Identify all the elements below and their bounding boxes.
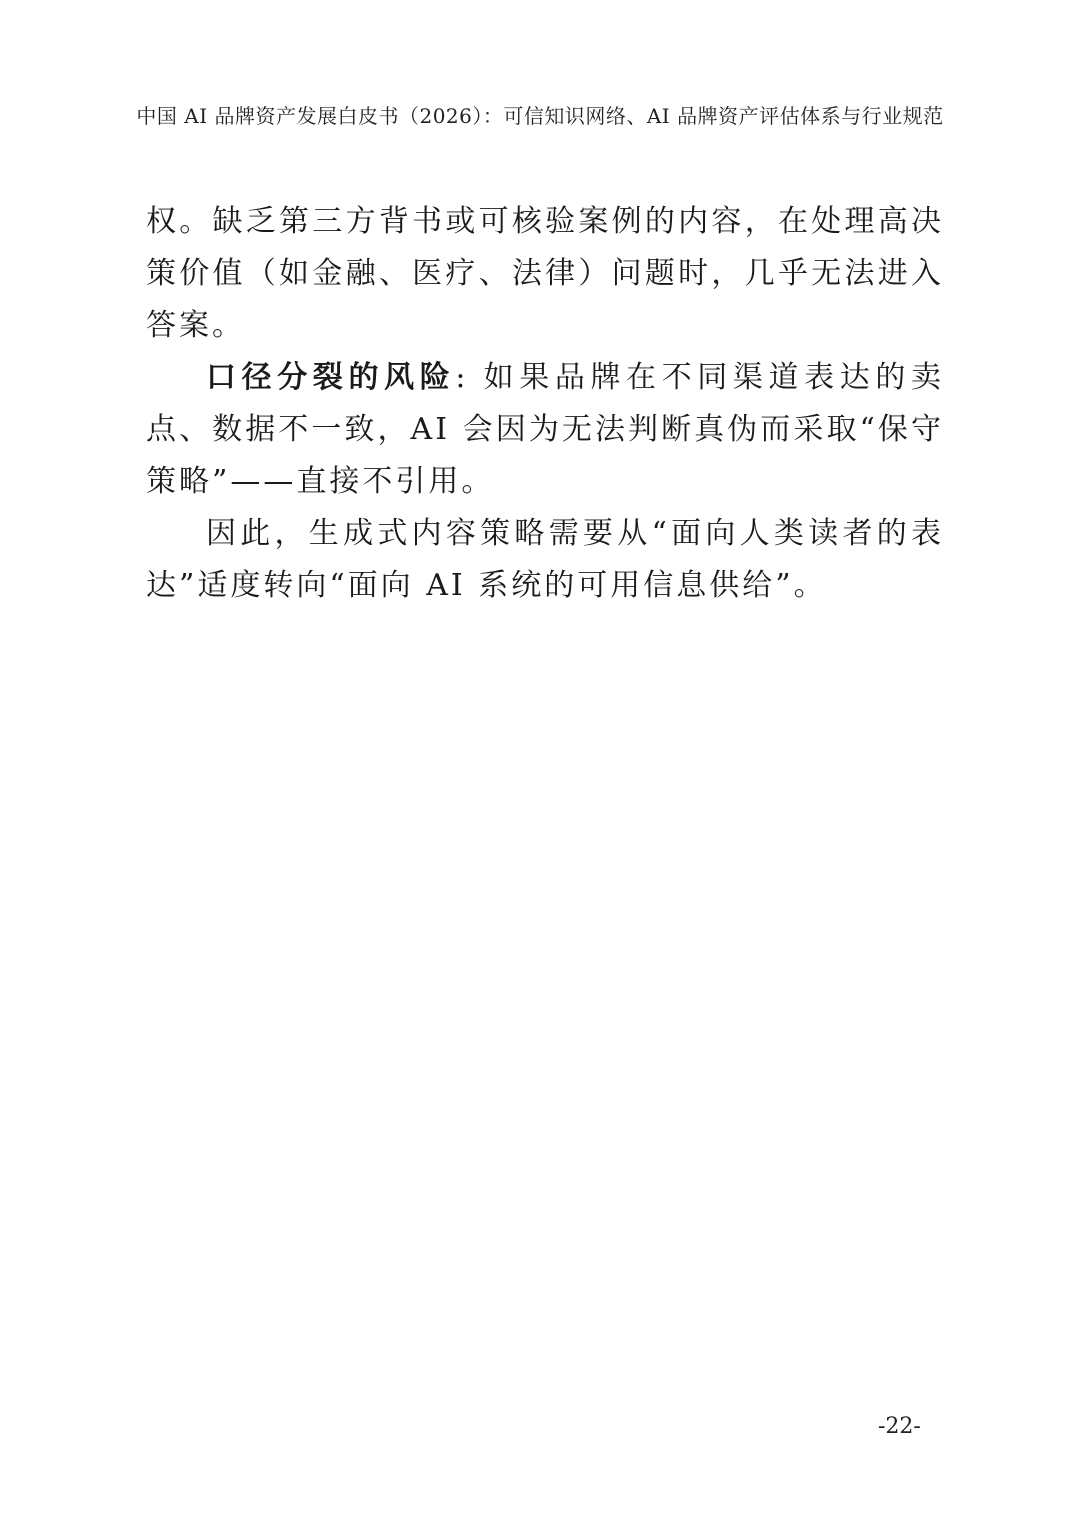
paragraph-lead-heading: 口径分裂的风险 xyxy=(206,360,456,395)
paragraph-continuation: 权。缺乏第三方背书或可核验案例的内容，在处理高决策价值（如金融、医疗、法律）问题时，几乎无法进入答案。 xyxy=(146,204,944,343)
paragraph-body: : 如果品牌在不同渠道表达的卖点、数据不一致，AI 会因为无法判断真伪而采取“保守策略”——直接不引用。 xyxy=(146,360,944,499)
paragraph-conclusion: 因此，生成式内容策略需要从“面向人类读者的表达”适度转向“面向 AI 系统的可用信息供给”。 xyxy=(146,516,944,603)
running-header: 中国 AI 品牌资产发展白皮书（2026）：可信知识网络、AI 品牌资产评估体系与行业规范 xyxy=(136,104,944,128)
body-text xyxy=(146,196,944,612)
paragraph-inconsistency-risk xyxy=(146,352,944,508)
page-number: -22- xyxy=(878,1414,921,1439)
